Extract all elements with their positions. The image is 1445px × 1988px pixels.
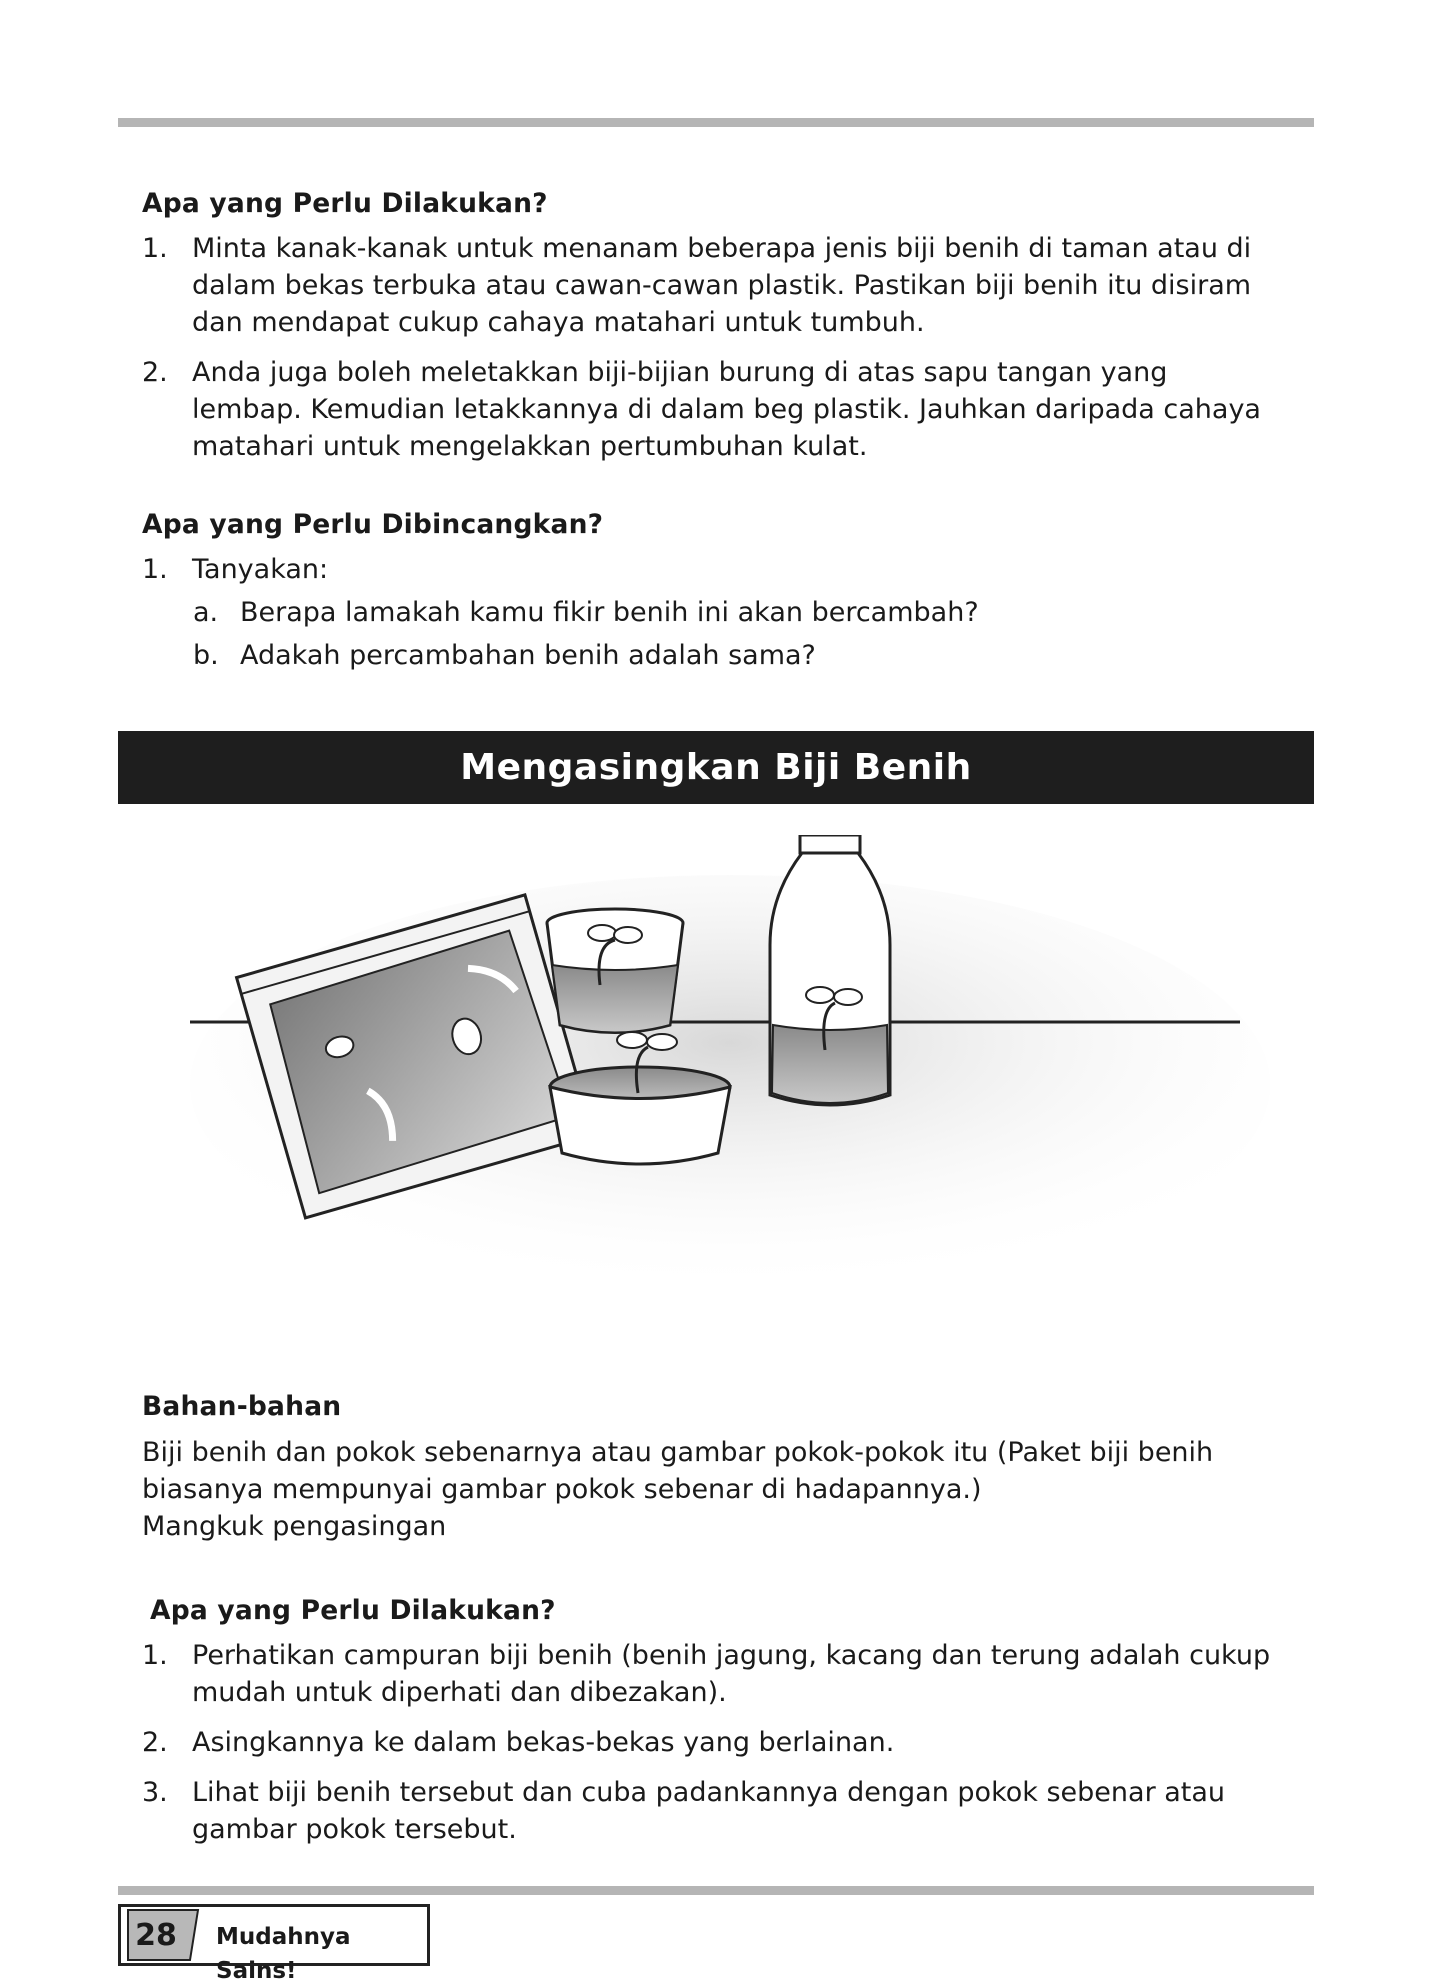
seedlings-in-containers-illustration — [170, 835, 1270, 1305]
top-divider — [118, 118, 1314, 127]
item-number: 2. — [142, 1727, 168, 1758]
banner-title: Mengasingkan Biji Benih — [460, 747, 972, 788]
section-materials — [142, 1389, 1302, 1545]
section-heading: Apa yang Perlu Dibincangkan? — [142, 509, 604, 540]
item-number: 1. — [142, 1640, 168, 1671]
item-number: 1. — [142, 554, 168, 585]
section-what-to-do-2 — [142, 1593, 1302, 1848]
list-item — [142, 1637, 1302, 1711]
section-heading: Bahan-bahan — [142, 1391, 342, 1422]
steps-list — [142, 1637, 1302, 1848]
section-discussion — [142, 507, 1302, 674]
discussion-list — [142, 551, 1302, 674]
list-item — [142, 354, 1302, 465]
item-line: dalam bekas terbuka atau cawan-cawan plastik. Pastikan biji benih itu disiram — [192, 270, 1252, 301]
bottom-divider — [118, 1886, 1314, 1895]
materials-line: biasanya mempunyai gambar pokok sebenar di hadapannya.) — [142, 1474, 982, 1505]
sub-list-item — [142, 637, 1302, 674]
materials-line: Mangkuk pengasingan — [142, 1511, 447, 1542]
section-heading: Apa yang Perlu Dilakukan? — [150, 1595, 556, 1626]
item-line: Berapa lamakah kamu fikir benih ini akan bercambah? — [240, 597, 979, 628]
sub-list-item — [142, 594, 1302, 631]
page-footer — [118, 1904, 430, 1984]
item-number: 3. — [142, 1777, 168, 1808]
item-line: lembap. Kemudian letakkannya di dalam beg plastik. Jauhkan daripada cahaya — [192, 394, 1261, 425]
section-heading: Apa yang Perlu Dilakukan? — [142, 188, 548, 219]
section-banner — [118, 731, 1314, 804]
section-what-to-do-1 — [142, 186, 1302, 465]
item-number: 2. — [142, 357, 168, 388]
list-item — [142, 1724, 1302, 1761]
plastic-cup-icon — [547, 909, 683, 1033]
page-number: 28 — [135, 1918, 177, 1953]
steps-list — [142, 230, 1302, 465]
item-line: Adakah percambahan benih adalah sama? — [240, 640, 816, 671]
item-number: 1. — [142, 233, 168, 264]
item-line: Tanyakan: — [192, 554, 329, 585]
item-line: dan mendapat cukup cahaya matahari untuk tumbuh. — [192, 307, 925, 338]
item-line: mudah untuk diperhati dan dibezakan). — [192, 1677, 727, 1708]
item-line: Anda juga boleh meletakkan biji-bijian burung di atas sapu tangan yang — [192, 357, 1168, 388]
item-line: Lihat biji benih tersebut dan cuba padankannya dengan pokok sebenar atau — [192, 1777, 1226, 1808]
list-item — [142, 230, 1302, 341]
item-line: gambar pokok tersebut. — [192, 1814, 517, 1845]
materials-text — [142, 1434, 1302, 1545]
bottle-icon — [770, 835, 890, 1105]
item-line: matahari untuk mengelakkan pertumbuhan kulat. — [192, 431, 868, 462]
item-number: a. — [193, 597, 219, 628]
list-item — [142, 551, 1302, 588]
item-line: Perhatikan campuran biji benih (benih jagung, kacang dan terung adalah cukup — [192, 1640, 1271, 1671]
materials-line: Biji benih dan pokok sebenarnya atau gambar pokok-pokok itu (Paket biji benih — [142, 1437, 1214, 1468]
item-number: b. — [193, 640, 219, 671]
book-title: Mudahnya Sains! — [216, 1924, 351, 1984]
list-item — [142, 1774, 1302, 1848]
item-line: Asingkannya ke dalam bekas-bekas yang berlainan. — [192, 1727, 895, 1758]
item-line: Minta kanak-kanak untuk menanam beberapa jenis biji benih di taman atau di — [192, 233, 1252, 264]
